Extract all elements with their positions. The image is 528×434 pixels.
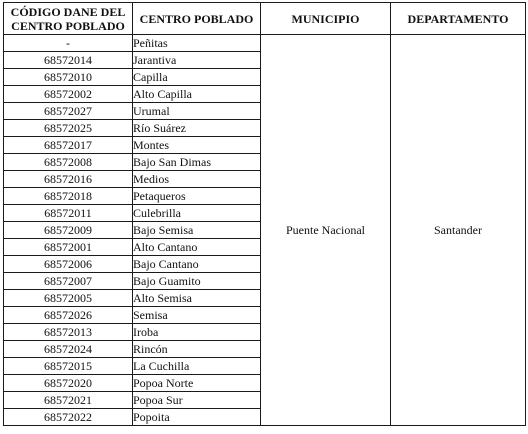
centro-poblado-cell: Petaqueros <box>133 188 261 205</box>
codigo-dane-cell: 68572026 <box>4 307 133 324</box>
header-municipio: MUNICIPIO <box>261 3 391 35</box>
codigo-dane-cell: 68572016 <box>4 171 133 188</box>
codigo-dane-cell: 68572002 <box>4 86 133 103</box>
codigo-dane-cell: 68572009 <box>4 222 133 239</box>
centro-poblado-cell: Montes <box>133 137 261 154</box>
municipio-cell: Puente Nacional <box>261 35 391 426</box>
codigo-dane-cell: 68572027 <box>4 103 133 120</box>
table-body <box>4 35 526 426</box>
codigo-dane-cell: 68572005 <box>4 290 133 307</box>
codigo-dane-cell: 68572024 <box>4 341 133 358</box>
centro-poblado-cell: Bajo Cantano <box>133 256 261 273</box>
codigo-dane-cell: 68572020 <box>4 375 133 392</box>
centro-poblado-cell: Alto Cantano <box>133 239 261 256</box>
centro-poblado-cell: Culebrilla <box>133 205 261 222</box>
header-centro-poblado: CENTRO POBLADO <box>133 3 261 35</box>
codigo-dane-cell: 68572017 <box>4 137 133 154</box>
centro-poblado-cell: Popoa Norte <box>133 375 261 392</box>
codigo-dane-cell: 68572022 <box>4 409 133 426</box>
table-row <box>4 35 526 52</box>
centro-poblado-cell: Rincón <box>133 341 261 358</box>
codigo-dane-cell: 68572021 <box>4 392 133 409</box>
centro-poblado-cell: Semisa <box>133 307 261 324</box>
centro-poblado-cell: Bajo San Dimas <box>133 154 261 171</box>
codigo-dane-cell: 68572007 <box>4 273 133 290</box>
centro-poblado-cell: Bajo Semisa <box>133 222 261 239</box>
centro-poblado-cell: Alto Semisa <box>133 290 261 307</box>
centro-poblado-cell: Bajo Guamito <box>133 273 261 290</box>
codigo-dane-cell: 68572018 <box>4 188 133 205</box>
centro-poblado-cell: Iroba <box>133 324 261 341</box>
header-row <box>4 3 526 35</box>
centro-poblado-cell: Río Suárez <box>133 120 261 137</box>
codigo-dane-cell: 68572025 <box>4 120 133 137</box>
codigo-dane-cell: 68572015 <box>4 358 133 375</box>
codigo-dane-cell: 68572006 <box>4 256 133 273</box>
codigo-dane-cell: 68572008 <box>4 154 133 171</box>
codigo-dane-cell: 68572001 <box>4 239 133 256</box>
centro-poblado-cell: Medios <box>133 171 261 188</box>
centro-poblado-cell: Capilla <box>133 69 261 86</box>
codigo-dane-cell: 68572011 <box>4 205 133 222</box>
codigo-dane-cell: - <box>4 35 133 52</box>
centro-poblado-cell: Alto Capilla <box>133 86 261 103</box>
centro-poblado-cell: Jarantiva <box>133 52 261 69</box>
centros-poblados-table <box>3 2 526 426</box>
centro-poblado-cell: Popoita <box>133 409 261 426</box>
centro-poblado-cell: La Cuchilla <box>133 358 261 375</box>
header-codigo-dane: CÓDIGO DANE DEL CENTRO POBLADO <box>4 3 133 35</box>
codigo-dane-cell: 68572014 <box>4 52 133 69</box>
codigo-dane-cell: 68572010 <box>4 69 133 86</box>
codigo-dane-cell: 68572013 <box>4 324 133 341</box>
departamento-cell: Santander <box>391 35 526 426</box>
header-departamento: DEPARTAMENTO <box>391 3 526 35</box>
centro-poblado-cell: Popoa Sur <box>133 392 261 409</box>
centro-poblado-cell: Peñitas <box>133 35 261 52</box>
centro-poblado-cell: Urumal <box>133 103 261 120</box>
